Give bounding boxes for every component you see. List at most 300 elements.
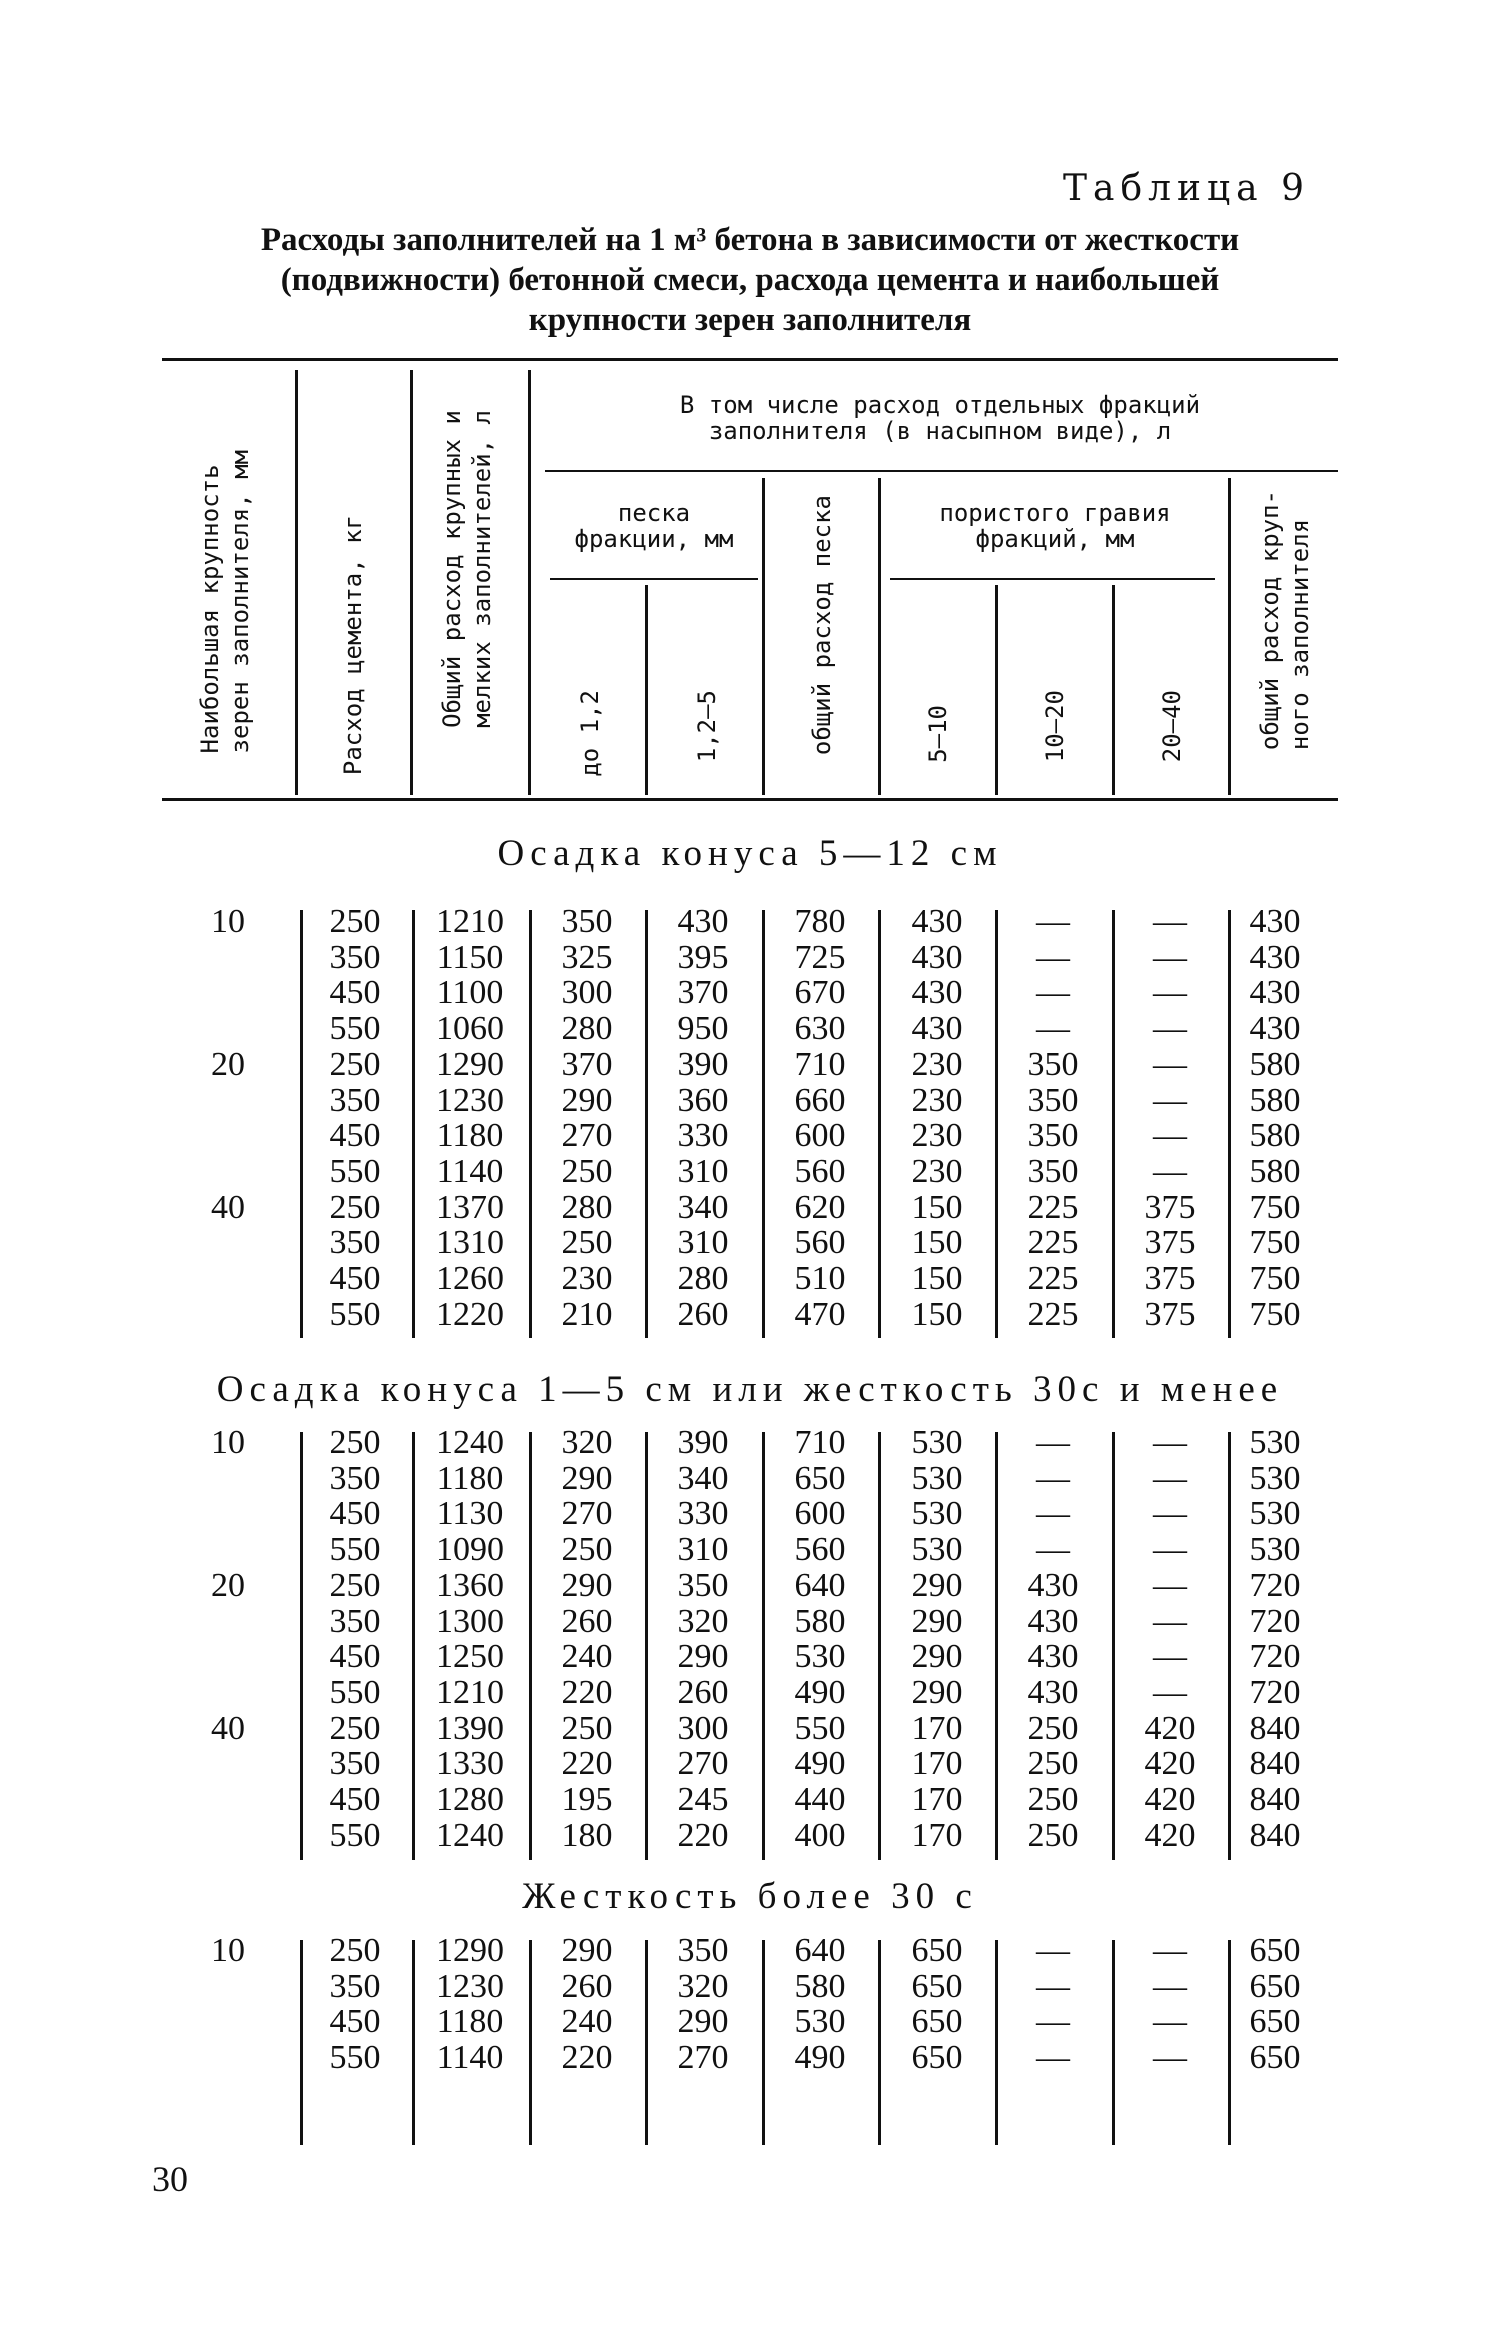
table-cell: 1370 (436, 1188, 504, 1226)
table-row (0, 1461, 1500, 1497)
table-cell: 1100 (436, 974, 504, 1012)
table-cell: — (1153, 1602, 1187, 1640)
table-cell: 1240 (436, 1816, 504, 1854)
table-cell: 340 (677, 1188, 729, 1226)
table-row (0, 1225, 1500, 1261)
table-cell: 290 (561, 1932, 613, 1969)
table-cell: 150 (911, 1188, 963, 1226)
table-cell: 270 (561, 1495, 613, 1533)
table-cell: 245 (677, 1781, 729, 1818)
table-cell: 290 (911, 1638, 963, 1676)
table-cell: 230 (911, 1081, 963, 1119)
table-row (0, 1425, 1500, 1461)
table-cell: 230 (911, 1117, 963, 1155)
table-cell: — (1153, 1045, 1187, 1083)
table-cell: 580 (1249, 1117, 1301, 1155)
table-cell: 1230 (436, 1081, 504, 1119)
table-cell: 580 (794, 1602, 846, 1640)
table-cell: 490 (794, 1673, 846, 1711)
table-cell: 300 (561, 974, 613, 1012)
table-cell: 450 (329, 1260, 381, 1297)
table-cell: 290 (677, 2003, 729, 2041)
table-cell: 290 (561, 1459, 613, 1497)
table-cell: 260 (677, 1295, 729, 1333)
table-cell: 1150 (436, 938, 504, 976)
table-cell: 290 (911, 1566, 963, 1604)
table-cell: 350 (329, 1224, 381, 1262)
table-cell: 450 (329, 1638, 381, 1676)
table-cell: 630 (794, 1010, 846, 1048)
header-divider (295, 370, 298, 795)
table-cell: — (1036, 903, 1070, 940)
table-row (0, 1604, 1500, 1640)
table-cell: 240 (561, 2003, 613, 2041)
header-bottom-rule (162, 798, 1338, 801)
table-row (0, 1782, 1500, 1818)
table-cell: 225 (1027, 1295, 1079, 1333)
header-gravel-total: общий расход круп- ного заполнителя (1256, 490, 1314, 751)
table-cell: — (1036, 1459, 1070, 1497)
table-cell: 640 (794, 1566, 846, 1604)
table-cell: 330 (677, 1117, 729, 1155)
table-cell: 450 (329, 1781, 381, 1818)
table-cell: 220 (561, 1673, 613, 1711)
table-cell: 840 (1249, 1781, 1301, 1818)
table-cell: 510 (794, 1260, 846, 1297)
table-cell: 260 (677, 1673, 729, 1711)
table-cell: 430 (1027, 1566, 1079, 1604)
table-cell: — (1153, 1459, 1187, 1497)
table-cell: — (1153, 974, 1187, 1012)
table-cell: 360 (677, 1081, 729, 1119)
table-cell: 1230 (436, 1967, 504, 2005)
table-cell: 250 (329, 1932, 381, 1969)
table-cell: 420 (1144, 1745, 1196, 1783)
table-cell: 350 (1027, 1081, 1079, 1119)
table-cell: 840 (1249, 1709, 1301, 1747)
header-g2: 10—20 (1041, 690, 1069, 763)
table-cell: 220 (677, 1816, 729, 1854)
table-cell: 170 (911, 1745, 963, 1783)
header-divider (645, 585, 648, 795)
table-cell: 550 (329, 1673, 381, 1711)
table-row (0, 975, 1500, 1011)
table-cell: 250 (329, 903, 381, 940)
table-cell: 310 (677, 1224, 729, 1262)
table-cell: 1210 (436, 1673, 504, 1711)
table-cell: 350 (329, 1459, 381, 1497)
table-cell: 280 (561, 1010, 613, 1048)
table-cell: 470 (794, 1295, 846, 1333)
table-cell: 720 (1249, 1602, 1301, 1640)
table-row (0, 1261, 1500, 1297)
table-row (0, 1297, 1500, 1333)
table-cell: 550 (329, 1152, 381, 1190)
table-cell: 430 (1027, 1638, 1079, 1676)
table-cell: 490 (794, 2039, 846, 2077)
page-number: 30 (152, 2159, 188, 2199)
table-label: Таблица 9 (1063, 168, 1310, 209)
table-cell: 550 (329, 1010, 381, 1048)
table-cell: — (1153, 1495, 1187, 1533)
table-cell: 450 (329, 1117, 381, 1155)
table-cell: — (1036, 1495, 1070, 1533)
table-cell: 580 (1249, 1045, 1301, 1083)
table-cell: 530 (1249, 1459, 1301, 1497)
table-cell: 250 (1027, 1745, 1079, 1783)
table-cell: — (1153, 1638, 1187, 1676)
table-cell: 1280 (436, 1781, 504, 1818)
table-cell: 250 (329, 1709, 381, 1747)
table-row (0, 1818, 1500, 1854)
table-cell: 240 (561, 1638, 613, 1676)
table-row (0, 1639, 1500, 1675)
table-cell: 1300 (436, 1602, 504, 1640)
table-cell: 1180 (436, 2003, 504, 2041)
table-cell: 350 (329, 1081, 381, 1119)
table-cell: — (1153, 2039, 1187, 2077)
table-cell: — (1153, 1010, 1187, 1048)
table-cell: 40 (211, 1709, 245, 1747)
table-cell: 750 (1249, 1188, 1301, 1226)
table-cell: 1090 (436, 1531, 504, 1569)
header-divider (410, 370, 413, 795)
table-cell: 1130 (436, 1495, 504, 1533)
table-cell: 430 (1249, 1010, 1301, 1048)
table-cell: 320 (561, 1424, 613, 1461)
table-cell: 1330 (436, 1745, 504, 1783)
table-cell: 370 (561, 1045, 613, 1083)
table-cell: 950 (677, 1010, 729, 1048)
table-cell: 660 (794, 1081, 846, 1119)
sand-subrule (550, 578, 758, 580)
table-cell: — (1036, 1967, 1070, 2005)
table-cell: 750 (1249, 1295, 1301, 1333)
table-cell: 550 (329, 1816, 381, 1854)
table-row (0, 1746, 1500, 1782)
table-cell: 370 (677, 974, 729, 1012)
table-cell: 560 (794, 1531, 846, 1569)
table-row (0, 1532, 1500, 1568)
table-cell: 1140 (436, 2039, 504, 2077)
table-cell: 10 (211, 903, 245, 940)
table-cell: — (1153, 903, 1187, 940)
table-row (0, 904, 1500, 940)
table-cell: — (1036, 2039, 1070, 2077)
table-cell: — (1153, 1152, 1187, 1190)
table-cell: 210 (561, 1295, 613, 1333)
table-cell: 725 (794, 938, 846, 976)
table-row (0, 1496, 1500, 1532)
table-row (0, 1969, 1500, 2005)
table-cell: 395 (677, 938, 729, 976)
table-cell: 180 (561, 1816, 613, 1854)
table-cell: 1360 (436, 1566, 504, 1604)
table-cell: 420 (1144, 1709, 1196, 1747)
table-cell: 840 (1249, 1816, 1301, 1854)
table-cell: — (1153, 2003, 1187, 2041)
header-sand-total: общий расход песка (808, 495, 836, 756)
table-cell: 450 (329, 974, 381, 1012)
section-title: Осадка конуса 5—12 см (497, 833, 1003, 874)
table-cell: 270 (677, 2039, 729, 2077)
table-cell: 530 (911, 1531, 963, 1569)
table-cell: — (1153, 1566, 1187, 1604)
table-cell: 280 (677, 1260, 729, 1297)
table-cell: 20 (211, 1566, 245, 1604)
table-row (0, 940, 1500, 976)
table-cell: — (1153, 1673, 1187, 1711)
table-cell: 650 (911, 1967, 963, 2005)
table-cell: 230 (911, 1152, 963, 1190)
table-cell: 440 (794, 1781, 846, 1818)
table-cell: 650 (911, 1932, 963, 1969)
table-cell: 430 (1027, 1673, 1079, 1711)
table-row (0, 1154, 1500, 1190)
table-cell: 260 (561, 1602, 613, 1640)
table-cell: 195 (561, 1781, 613, 1818)
table-cell: 350 (329, 938, 381, 976)
table-cell: 430 (1027, 1602, 1079, 1640)
table-cell: 710 (794, 1045, 846, 1083)
header-sand-b: 1,2—5 (693, 690, 721, 763)
table-cell: 330 (677, 1495, 729, 1533)
table-cell: 430 (911, 1010, 963, 1048)
table-cell: 250 (1027, 1781, 1079, 1818)
table-cell: 375 (1144, 1260, 1196, 1297)
section-title: Осадка конуса 1—5 см или жесткость 30с и менее (216, 1369, 1284, 1410)
table-cell: — (1036, 938, 1070, 976)
table-cell: 250 (329, 1188, 381, 1226)
header-gravel-group: пористого гравия фракций, мм (939, 499, 1171, 553)
table-cell: 350 (329, 1602, 381, 1640)
table-cell: 10 (211, 1932, 245, 1969)
table-cell: 580 (794, 1967, 846, 2005)
header-divider (528, 370, 531, 795)
table-cell: 720 (1249, 1638, 1301, 1676)
table-cell: 225 (1027, 1188, 1079, 1226)
table-cell: 750 (1249, 1260, 1301, 1297)
table-cell: 650 (1249, 1967, 1301, 2005)
table-cell: 290 (911, 1673, 963, 1711)
table-cell: 325 (561, 938, 613, 976)
table-cell: 375 (1144, 1295, 1196, 1333)
table-cell: 530 (911, 1424, 963, 1461)
gravel-subrule (890, 578, 1215, 580)
table-cell: 670 (794, 974, 846, 1012)
table-cell: 430 (1249, 938, 1301, 976)
table-row (0, 1083, 1500, 1119)
table-cell: 430 (911, 903, 963, 940)
table-cell: 270 (677, 1745, 729, 1783)
table-cell: 250 (561, 1709, 613, 1747)
header-divider (1112, 585, 1115, 795)
table-cell: 430 (1249, 974, 1301, 1012)
table-cell: 1290 (436, 1932, 504, 1969)
table-cell: 1140 (436, 1152, 504, 1190)
table-cell: 400 (794, 1816, 846, 1854)
table-cell: 390 (677, 1424, 729, 1461)
table-cell: 290 (561, 1081, 613, 1119)
table-cell: 1310 (436, 1224, 504, 1262)
table-cell: 580 (1249, 1152, 1301, 1190)
table-cell: — (1153, 1081, 1187, 1119)
table-cell: 320 (677, 1602, 729, 1640)
table-cell: 390 (677, 1045, 729, 1083)
table-cell: 320 (677, 1967, 729, 2005)
table-cell: 150 (911, 1260, 963, 1297)
title-line: Расходы заполнителей на 1 м³ бетона в зависимости от жесткости (260, 222, 1240, 258)
header-sand-a: до 1,2 (576, 690, 604, 777)
table-cell: 250 (561, 1531, 613, 1569)
table-cell: 650 (911, 2039, 963, 2077)
table-row (0, 2040, 1500, 2076)
table-cell: — (1153, 938, 1187, 976)
section-title: Жесткость более 30 с (522, 1876, 978, 1917)
table-row (0, 1933, 1500, 1969)
table-cell: 350 (677, 1932, 729, 1969)
header-cement: Расход цемента, кг (339, 515, 367, 776)
table-cell: 490 (794, 1745, 846, 1783)
table-cell: 650 (794, 1459, 846, 1497)
title-line: крупности зерен заполнителя (528, 302, 972, 338)
table-cell: 220 (561, 2039, 613, 2077)
table-cell: 600 (794, 1495, 846, 1533)
table-cell: 780 (794, 903, 846, 940)
table-cell: 560 (794, 1224, 846, 1262)
table-cell: 650 (911, 2003, 963, 2041)
table-cell: 340 (677, 1459, 729, 1497)
table-cell: 250 (561, 1152, 613, 1190)
table-cell: 250 (329, 1424, 381, 1461)
table-cell: 150 (911, 1295, 963, 1333)
table-cell: 550 (794, 1709, 846, 1747)
table-row (0, 1047, 1500, 1083)
table-cell: 170 (911, 1781, 963, 1818)
table-cell: 550 (329, 1531, 381, 1569)
table-cell: 1220 (436, 1295, 504, 1333)
table-cell: 1240 (436, 1424, 504, 1461)
table-cell: 375 (1144, 1224, 1196, 1262)
table-cell: 300 (677, 1709, 729, 1747)
table-cell: 220 (561, 1745, 613, 1783)
table-cell: 250 (329, 1045, 381, 1083)
table-cell: — (1036, 1531, 1070, 1569)
table-cell: 1180 (436, 1459, 504, 1497)
table-cell: 20 (211, 1045, 245, 1083)
table-cell: 550 (329, 2039, 381, 2077)
table-row (0, 1675, 1500, 1711)
header-sand-group: песка фракции, мм (574, 499, 734, 553)
table-cell: 310 (677, 1531, 729, 1569)
table-cell: 710 (794, 1424, 846, 1461)
table-cell: 350 (677, 1566, 729, 1604)
table-row (0, 1011, 1500, 1047)
table-cell: 290 (561, 1566, 613, 1604)
table-cell: 10 (211, 1424, 245, 1461)
table-row (0, 1711, 1500, 1747)
table-cell: 530 (794, 2003, 846, 2041)
table-cell: 620 (794, 1188, 846, 1226)
table-cell: 350 (1027, 1117, 1079, 1155)
table-cell: 280 (561, 1188, 613, 1226)
header-divider (995, 585, 998, 795)
table-cell: 560 (794, 1152, 846, 1190)
table-cell: — (1153, 1424, 1187, 1461)
table-cell: 420 (1144, 1816, 1196, 1854)
table-cell: 260 (561, 1967, 613, 2005)
table-cell: 150 (911, 1224, 963, 1262)
table-cell: — (1153, 1531, 1187, 1569)
table-cell: 720 (1249, 1673, 1301, 1711)
table-cell: 840 (1249, 1745, 1301, 1783)
header-g3: 20—40 (1158, 690, 1186, 763)
table-cell: — (1153, 1932, 1187, 1969)
table-cell: 650 (1249, 1932, 1301, 1969)
table-cell: 270 (561, 1117, 613, 1155)
table-cell: 450 (329, 1495, 381, 1533)
table-cell: 350 (561, 903, 613, 940)
table-cell: 530 (1249, 1495, 1301, 1533)
table-cell: 350 (1027, 1152, 1079, 1190)
table-cell: 250 (1027, 1816, 1079, 1854)
table-title (150, 220, 1350, 340)
table-cell: 170 (911, 1709, 963, 1747)
header-g1: 5—10 (924, 705, 952, 763)
table-row (0, 1568, 1500, 1604)
table-cell: 750 (1249, 1224, 1301, 1262)
table-cell: 530 (911, 1459, 963, 1497)
table-cell: 450 (329, 2003, 381, 2041)
table-cell: 530 (911, 1495, 963, 1533)
table-cell: 290 (677, 1638, 729, 1676)
table-cell: 650 (1249, 2003, 1301, 2041)
table-cell: — (1153, 1117, 1187, 1155)
table-cell: — (1036, 974, 1070, 1012)
table-cell: — (1036, 1010, 1070, 1048)
table-cell: — (1036, 1424, 1070, 1461)
header-divider (1228, 478, 1231, 795)
table-cell: 170 (911, 1816, 963, 1854)
group-subrule (545, 470, 1338, 472)
table-cell: 550 (329, 1295, 381, 1333)
table-cell: 720 (1249, 1566, 1301, 1604)
table-cell: 350 (1027, 1045, 1079, 1083)
table-cell: 1060 (436, 1010, 504, 1048)
table-cell: 530 (1249, 1424, 1301, 1461)
table-cell: 430 (911, 938, 963, 976)
header-top-rule (162, 358, 1338, 361)
table-cell: — (1153, 1967, 1187, 2005)
table-cell: 430 (677, 903, 729, 940)
table-cell: 650 (1249, 2039, 1301, 2077)
table-cell: 580 (1249, 1081, 1301, 1119)
table-cell: 640 (794, 1932, 846, 1969)
table-cell: 430 (1249, 903, 1301, 940)
title-line: (подвижности) бетонной смеси, расхода цемента и наибольшей (280, 262, 1220, 298)
table-cell: 430 (911, 974, 963, 1012)
header-divider (878, 478, 881, 795)
table-row (0, 1190, 1500, 1226)
table-row (0, 2004, 1500, 2040)
table-cell: 250 (561, 1224, 613, 1262)
table-cell: — (1036, 1932, 1070, 1969)
table-cell: 290 (911, 1602, 963, 1640)
table-cell: 225 (1027, 1260, 1079, 1297)
table-cell: 1390 (436, 1709, 504, 1747)
table-cell: 230 (911, 1045, 963, 1083)
table-cell: 530 (1249, 1531, 1301, 1569)
